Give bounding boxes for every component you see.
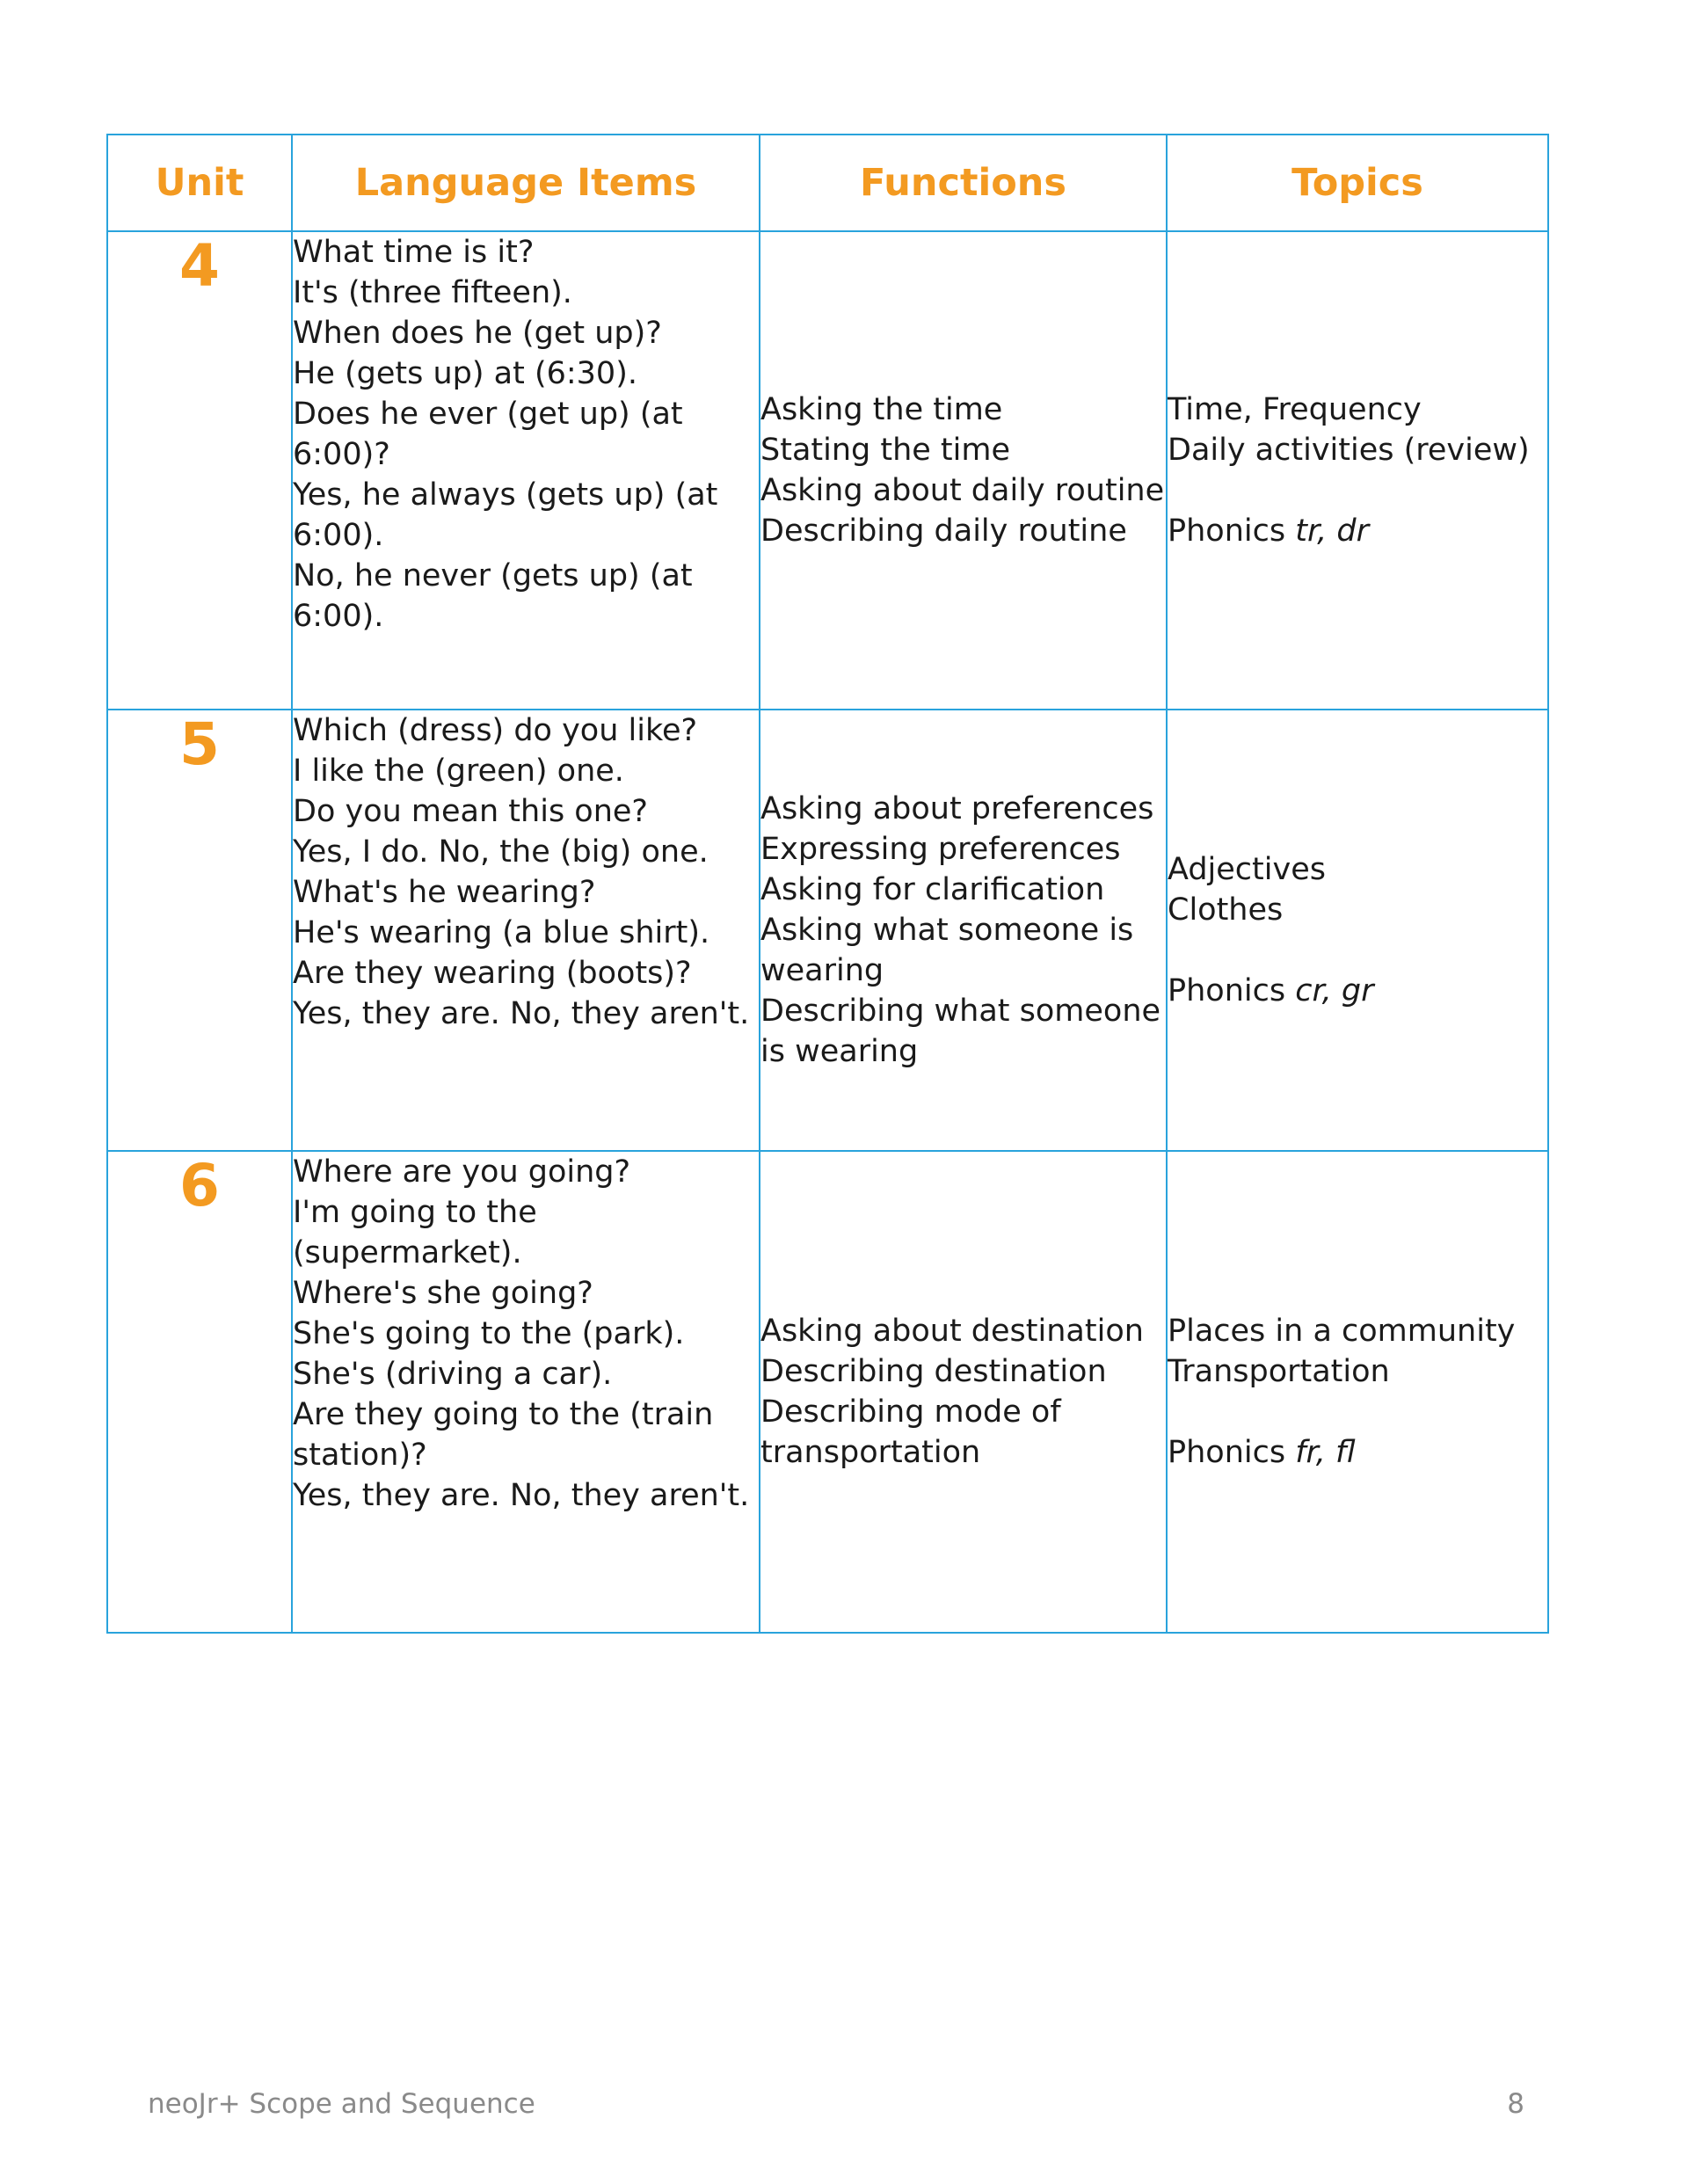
language-item: Where's she going? <box>293 1276 593 1311</box>
function-item: Describing daily routine <box>760 513 1127 549</box>
phonics-label: Phonics <box>1168 513 1286 549</box>
topic-item: Places in a community <box>1168 1314 1516 1349</box>
language-item: I like the (green) one. <box>293 753 624 789</box>
language-item: Does he ever (get up) (at 6:00)? <box>293 397 683 472</box>
page-number: 8 <box>1507 2088 1524 2120</box>
function-item: Describing what someone is wearing <box>760 994 1161 1069</box>
topic-spacer <box>1168 470 1547 511</box>
topics-cell <box>1167 231 1548 710</box>
language-item: Where are you going? <box>293 1154 631 1190</box>
language-item: When does he (get up)? <box>293 316 662 351</box>
phonics-label: Phonics <box>1168 1435 1286 1470</box>
phonics-letters: tr, dr <box>1295 513 1369 549</box>
phonics-letters: fr, fl <box>1295 1435 1356 1470</box>
function-item: Asking about destination <box>760 1314 1144 1349</box>
language-item: She's (driving a car). <box>293 1357 613 1392</box>
function-item: Asking for clarification <box>760 872 1105 907</box>
phonics-label: Phonics <box>1168 973 1286 1008</box>
table-row <box>107 710 1548 1151</box>
table-header-row <box>107 135 1548 231</box>
topic-spacer <box>1168 930 1547 971</box>
language-items-cell <box>292 710 760 1151</box>
header-unit: Unit <box>107 135 292 231</box>
topic-item: Time, Frequency <box>1168 392 1422 427</box>
function-item: Asking about preferences <box>760 791 1154 826</box>
language-item: Yes, they are. No, they aren't. <box>293 1478 750 1513</box>
table-row <box>107 1151 1548 1633</box>
topic-item: Daily activities (review) <box>1168 433 1530 468</box>
phonics-line <box>1168 971 1547 1011</box>
function-item: Describing mode of transportation <box>760 1394 1061 1470</box>
header-language-items: Language Items <box>292 135 760 231</box>
language-item: Are they wearing (boots)? <box>293 956 692 991</box>
language-item: Yes, they are. No, they aren't. <box>293 996 750 1031</box>
function-item: Describing destination <box>760 1354 1107 1389</box>
language-item: What's he wearing? <box>293 875 596 910</box>
language-item: She's going to the (park). <box>293 1316 685 1351</box>
language-item: He (gets up) at (6:30). <box>293 356 637 391</box>
language-item: He's wearing (a blue shirt). <box>293 915 710 950</box>
footer-title: neoJr+ Scope and Sequence <box>148 2088 535 2120</box>
scope-sequence-table <box>106 134 1549 1634</box>
functions-cell <box>760 231 1167 710</box>
unit-number: 6 <box>107 1151 292 1633</box>
language-item: It's (three fifteen). <box>293 275 572 310</box>
topic-item: Adjectives <box>1168 852 1326 887</box>
topic-item: Transportation <box>1168 1354 1390 1389</box>
language-item: I'm going to the (supermarket). <box>293 1195 537 1270</box>
phonics-letters: cr, gr <box>1295 973 1374 1008</box>
language-item: Do you mean this one? <box>293 794 649 829</box>
language-item: No, he never (gets up) (at 6:00). <box>293 558 693 634</box>
function-item: Asking what someone is wearing <box>760 913 1134 988</box>
topic-spacer <box>1168 1392 1547 1432</box>
language-item: Which (dress) do you like? <box>293 713 698 748</box>
topics-cell <box>1167 1151 1548 1633</box>
topic-item: Clothes <box>1168 892 1284 928</box>
function-item: Asking about daily routine <box>760 473 1165 508</box>
language-items-cell <box>292 231 760 710</box>
header-functions: Functions <box>760 135 1167 231</box>
language-items-cell <box>292 1151 760 1633</box>
functions-cell <box>760 710 1167 1151</box>
unit-number: 4 <box>107 231 292 710</box>
language-item: Yes, I do. No, the (big) one. <box>293 834 709 870</box>
phonics-line <box>1168 1432 1547 1473</box>
table-row <box>107 231 1548 710</box>
header-topics: Topics <box>1167 135 1548 231</box>
language-item: Yes, he always (gets up) (at 6:00). <box>293 477 718 553</box>
function-item: Expressing preferences <box>760 832 1121 867</box>
language-item: What time is it? <box>293 235 535 270</box>
phonics-line <box>1168 511 1547 551</box>
functions-cell <box>760 1151 1167 1633</box>
topics-cell <box>1167 710 1548 1151</box>
language-item: Are they going to the (train station)? <box>293 1397 714 1473</box>
unit-number: 5 <box>107 710 292 1151</box>
function-item: Asking the time <box>760 392 1003 427</box>
function-item: Stating the time <box>760 433 1010 468</box>
